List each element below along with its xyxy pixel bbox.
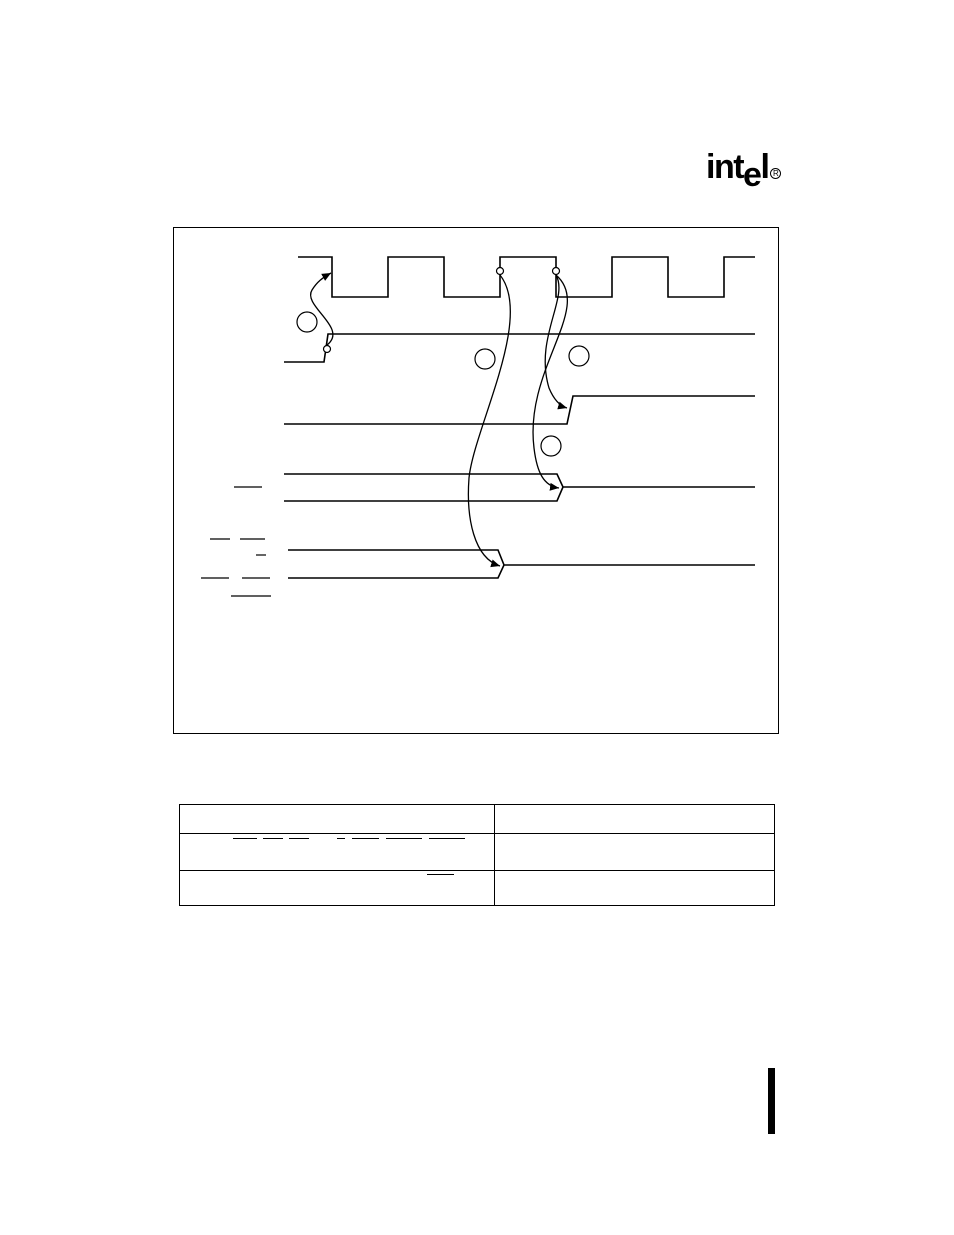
table-row: [180, 871, 775, 906]
table-cell: [495, 871, 775, 906]
callout-circle-3: [569, 346, 589, 366]
signal-2-waveform: [284, 334, 755, 362]
timing-arrow-2: [468, 275, 510, 566]
timing-diagram: [174, 228, 780, 735]
signal-5-bus-waveform: [288, 550, 755, 578]
page-edge-tab-marker: [768, 1068, 775, 1134]
table-overline: [337, 838, 345, 839]
table-overline: [289, 838, 309, 839]
clock-waveform: [298, 257, 755, 297]
signal-4-bus-waveform: [284, 474, 755, 501]
table-overline: [386, 838, 422, 839]
table-cell: [495, 805, 775, 834]
edge-marker-circle: [553, 268, 560, 275]
table-overline: [427, 874, 454, 875]
table-overline: [233, 838, 257, 839]
intel-logo: [706, 146, 781, 194]
table-overline: [352, 838, 379, 839]
signal-3-waveform: [284, 396, 755, 424]
edge-marker-circle: [497, 268, 504, 275]
table-cell: [495, 834, 775, 871]
table-cell: [180, 834, 495, 871]
table-row: [180, 834, 775, 871]
callout-circle-2: [475, 349, 495, 369]
timing-diagram-frame: [173, 227, 779, 734]
table-overline: [429, 838, 465, 839]
table-cell: [180, 871, 495, 906]
timing-table: [179, 804, 775, 906]
logo-wordmark: intel: [706, 148, 769, 194]
callout-circle-4: [541, 436, 561, 456]
callout-circle-1: [297, 312, 317, 332]
table-overline: [263, 838, 283, 839]
table-cell: [180, 805, 495, 834]
edge-marker-circle: [324, 346, 331, 353]
table-row: [180, 805, 775, 834]
registered-mark-icon: R: [770, 168, 781, 179]
